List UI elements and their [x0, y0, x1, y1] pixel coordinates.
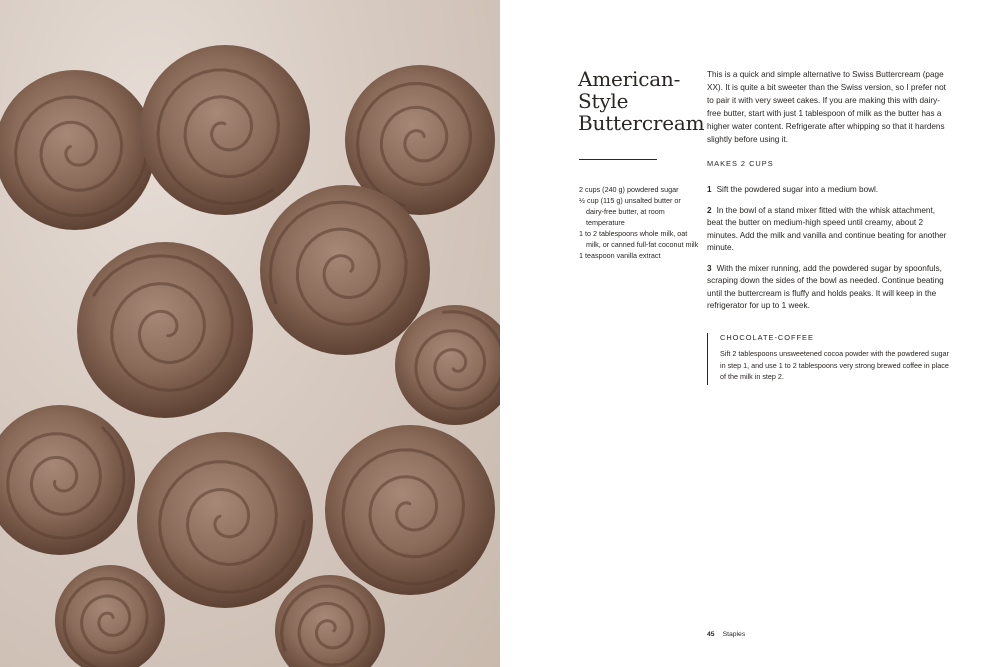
- recipe-title: [578, 68, 708, 134]
- ingredient-list: [579, 184, 699, 261]
- variation-box: [707, 333, 950, 385]
- frosting-swirl: [0, 405, 135, 555]
- section-name: Staples: [722, 631, 746, 638]
- step-text: With the mixer running, add the powdered sugar by spoonfuls, scraping down the sides of the bowl as needed. Continue beating until the buttercream is fluffy and holds peaks. It will keep in the refrigerator for up to 1 week.: [707, 263, 944, 310]
- step-number: 1: [707, 185, 712, 194]
- frosting-swirl: [0, 70, 155, 230]
- method-step: [707, 263, 949, 313]
- title-line-3: Buttercream: [578, 111, 705, 135]
- method-step: [707, 205, 949, 255]
- title-divider: [579, 159, 657, 160]
- title-line-1: American-: [578, 67, 681, 91]
- title-line-2: Style: [578, 89, 629, 113]
- ingredient-item: 1 to 2 tablespoons whole milk, oat milk, or canned full-fat coconut milk: [579, 229, 699, 249]
- frosting-swirl: [77, 242, 253, 418]
- method-step: [707, 184, 949, 197]
- recipe-yield: MAKES 2 CUPS: [707, 159, 774, 168]
- variation-title: CHOCOLATE-COFFEE: [720, 333, 814, 342]
- ingredient-item: 2 cups (240 g) powdered sugar: [579, 185, 679, 194]
- recipe-intro: This is a quick and simple alternative to Swiss Buttercream (page XX). It is quite a bit sweeter than the Swiss version, so I prefer not to pair it with very sweet cakes. If you are making this with dairy-free butter, start with just 1 tablespoon of milk as the butter has a higher water content. Refrigerate after whipping so that it hardens slightly before using it.: [707, 70, 946, 144]
- ingredient-item: 1 teaspoon vanilla extract: [579, 251, 661, 260]
- step-number: 2: [707, 205, 712, 215]
- ingredient-item: ½ cup (115 g) unsalted butter or dairy-free butter, at room temperature: [579, 196, 681, 227]
- step-text: Sift the powdered sugar into a medium bowl.: [716, 185, 879, 194]
- variation-body: Sift 2 tablespoons unsweetened cocoa powder with the powdered sugar in step 1, and use 1 to 2 tablespoons very strong brewed coffee in place of the milk in step 2.: [720, 349, 949, 381]
- method-steps: [707, 184, 949, 321]
- frosting-swirl: [137, 432, 313, 608]
- page-footer: [707, 631, 745, 638]
- page-number: 45: [707, 631, 715, 638]
- step-number: 3: [707, 263, 712, 273]
- step-text: In the bowl of a stand mixer fitted with the whisk attachment, beat the butter on medium-high speed until creamy, about 2 minutes. Add the milk and vanilla and continue beating for another minute.: [707, 205, 947, 252]
- recipe-page: [500, 0, 1000, 667]
